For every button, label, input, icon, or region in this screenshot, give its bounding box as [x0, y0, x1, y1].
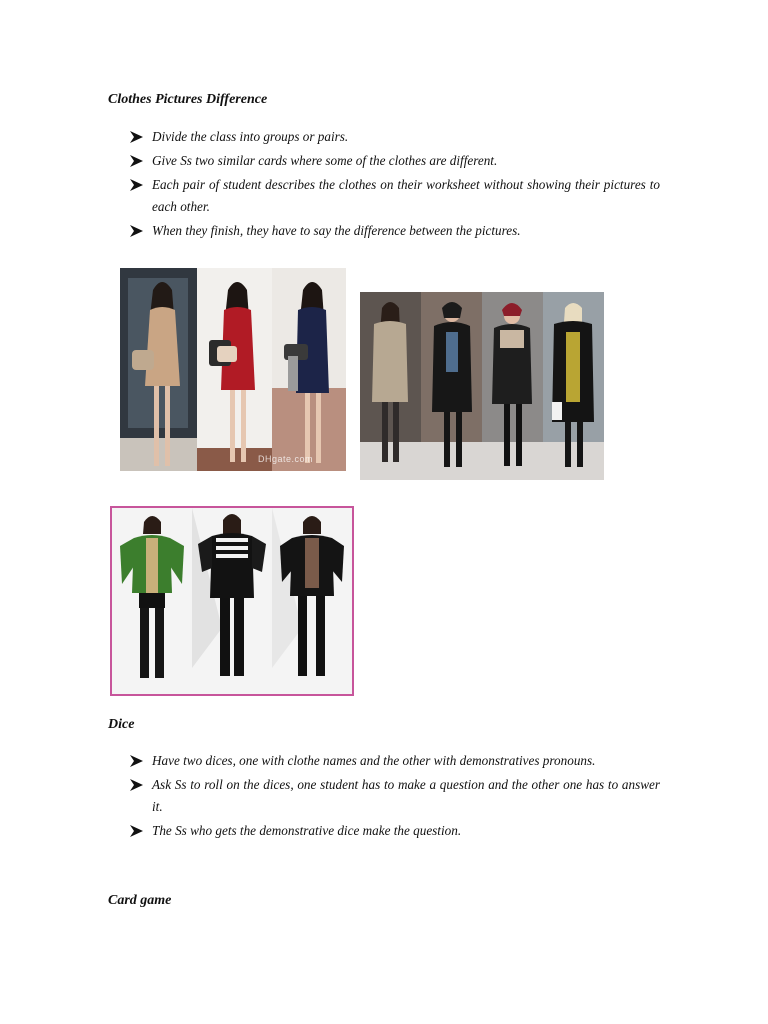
list-item	[130, 174, 660, 218]
list-item	[130, 820, 660, 842]
arrow-bullet-icon	[130, 779, 143, 791]
three-women-in-cardigans-photo	[110, 506, 354, 696]
arrow-bullet-icon	[130, 225, 143, 237]
list-item-text: Give Ss two similar cards where some of the clothes are different.	[152, 153, 498, 168]
four-women-in-winter-coats-photo	[360, 292, 604, 480]
list-item-text: The Ss who gets the demonstrative dice make the question.	[152, 823, 462, 838]
section-title-clothes-pictures: Clothes Pictures Difference	[108, 92, 268, 107]
list-item	[130, 774, 660, 818]
list-item	[130, 126, 660, 148]
arrow-bullet-icon	[130, 755, 143, 767]
list-item-text: Each pair of student describes the clothes on their worksheet without showing their pictures to each other.	[152, 177, 660, 214]
list-item-text: Have two dices, one with clothe names and the other with demonstratives pronouns.	[152, 753, 596, 768]
list-item	[130, 150, 660, 172]
section-title-card-game: Card game	[108, 893, 172, 908]
woman-red-dress-figure	[197, 268, 272, 471]
list-item	[130, 220, 660, 242]
winter-street-scene	[360, 292, 604, 480]
list-item	[130, 750, 660, 772]
three-women-in-dresses-photo	[120, 268, 346, 471]
photo-watermark: DHgate.com	[258, 454, 314, 464]
cardigan-models-scene	[112, 508, 352, 694]
list-item-text: When they finish, they have to say the difference between the pictures.	[152, 223, 521, 238]
arrow-bullet-icon	[130, 155, 143, 167]
list-item-text: Divide the class into groups or pairs.	[152, 129, 349, 144]
section-title-dice: Dice	[108, 717, 135, 732]
woman-navy-dress-figure	[272, 268, 346, 471]
arrow-bullet-icon	[130, 825, 143, 837]
arrow-bullet-icon	[130, 179, 143, 191]
bullet-list-dice	[130, 750, 660, 844]
woman-beige-dress-figure	[120, 268, 197, 471]
arrow-bullet-icon	[130, 131, 143, 143]
bullet-list-clothes	[130, 126, 660, 244]
list-item-text: Ask Ss to roll on the dices, one student has to make a question and the other one has to answer it.	[152, 777, 660, 814]
